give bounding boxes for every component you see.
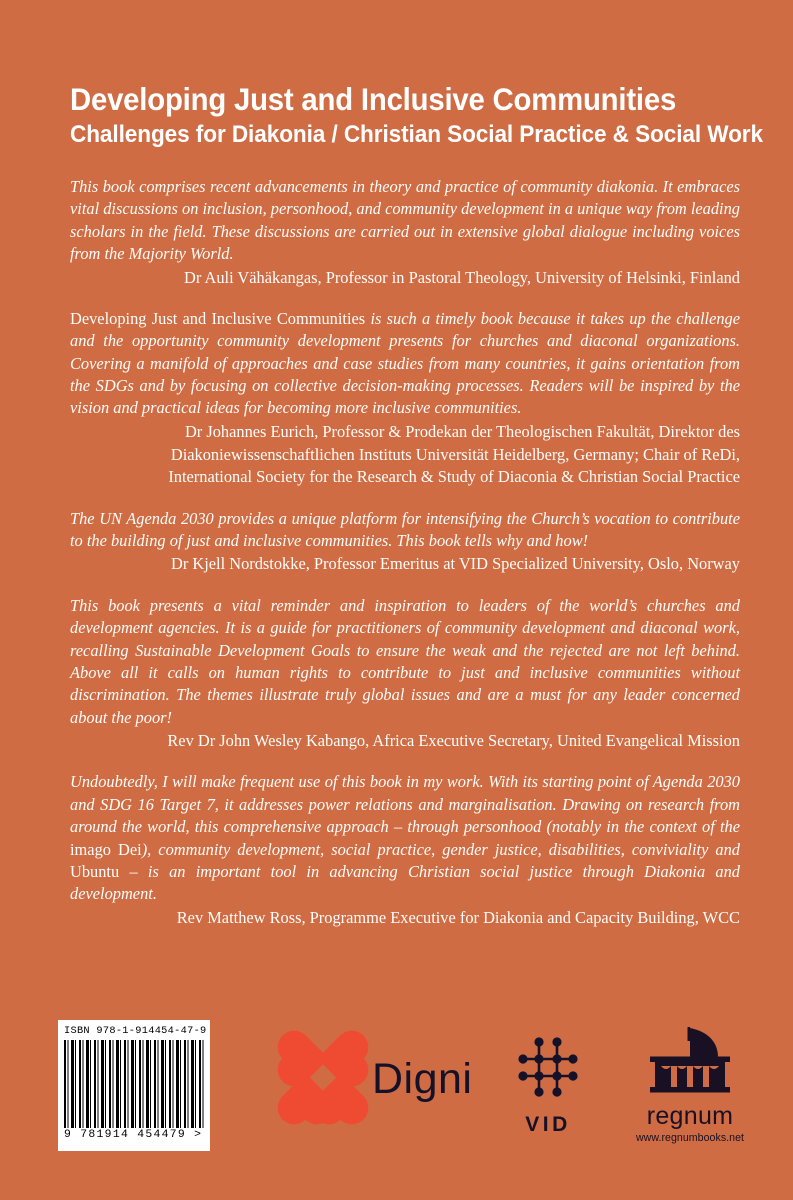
regnum-url: www.regnumbooks.net (635, 1132, 745, 1145)
isbn-barcode (58, 1020, 210, 1151)
endorsement (70, 308, 740, 489)
endorsement-text: This book comprises recent advancements in theory and practice of community diakonia. It embraces vital discussions on inclusion, personhood, and community development in a unique way from leading scholars in the field. These discussions are carried out in extensive global dialogue including voices from the Majority World. (70, 177, 740, 264)
isbn-label: ISBN 978-1-914454-47-9 (64, 1025, 207, 1037)
lattice-grid-icon (517, 1036, 579, 1098)
endorsement-attribution: Rev Matthew Ross, Programme Executive for Diakonia and Capacity Building, WCC (176, 907, 740, 927)
page-title: Developing Just and Inclusive Communities (70, 81, 677, 117)
endorsement-attribution: Dr Johannes Eurich, Professor & Prodekan der Theologischen Fakultät, Direktor des Diakoniewissenschaftlichen Instituts Universität Heidelberg, Germany; Chair of ReDi, International Society for the Research & Study of Diaconia & Christian Social Practice (168, 421, 740, 487)
endorsement (70, 595, 740, 753)
endorsement-text: Developing Just and Inclusive Communities is such a timely book because it takes up the challenge and the opportunity community development presents for churches and diaconal organizations. Covering a manifold of approaches and case studies from many countries, it gains orientation from the SDGs and by focusing on collective decision-making processes. Readers will be inspired by the vision and practical ideas for becoming more inclusive communities. (70, 308, 741, 418)
barcode-bars (64, 1040, 204, 1128)
barcode-digits: 9 781914 454479 > (64, 1129, 203, 1141)
temple-dome-icon (644, 1026, 736, 1096)
regnum-wordmark: regnum (646, 1102, 734, 1130)
digni-wordmark: Digni (372, 1054, 473, 1103)
endorsement-text: The UN Agenda 2030 provides a unique platform for intensifying the Church’s vocation to contribute to the building of just and inclusive communities. This book tells why and how! (70, 508, 740, 551)
title-block (70, 81, 763, 150)
digni-logo (288, 1040, 473, 1118)
regnum-logo (620, 1026, 760, 1144)
vid-wordmark: VID (525, 1113, 571, 1136)
endorsement-text: This book presents a vital reminder and inspiration to leaders of the world’s churches and development agencies. It is a guide for practitioners of community development and diaconal work, recalling Sustainable Development Goals to ensure the weak and the rejected are not left behind. Above all it calls on human rights to contribute to just and inclusive communities without discrimination. The themes illustrate truly global issues and are a must for any leader concerned about the poor! (70, 595, 740, 727)
vid-logo (508, 1036, 588, 1137)
endorsement (70, 771, 740, 929)
endorsement-text: Undoubtedly, I will make frequent use of this book in my work. With its starting point of Agenda 2030 and SDG 16 Target 7, it addresses power relations and marginalisation. Drawing on research from around the world, this comprehensive approach – through personhood (notably in the context of the imago Dei), community development, social practice, gender justice, disabilities, conviviality and Ubuntu – is an important tool in advancing Christian social justice through Diakonia and development. (70, 772, 740, 904)
endorsement-attribution: Rev Dr John Wesley Kabango, Africa Executive Secretary, United Evangelical Mission (167, 731, 740, 751)
clover-heart-icon (288, 1040, 358, 1118)
endorsement (70, 176, 740, 289)
endorsement-attribution: Dr Kjell Nordstokke, Professor Emeritus at VID Specialized University, Oslo, Norway (170, 554, 740, 574)
endorsement (70, 508, 740, 577)
page-subtitle: Challenges for Diakonia / Christian Social Practice & Social Work (70, 121, 763, 149)
endorsement-list (70, 176, 740, 948)
endorsement-attribution: Dr Auli Vähäkangas, Professor in Pastoral Theology, University of Helsinki, Finland (184, 267, 740, 287)
